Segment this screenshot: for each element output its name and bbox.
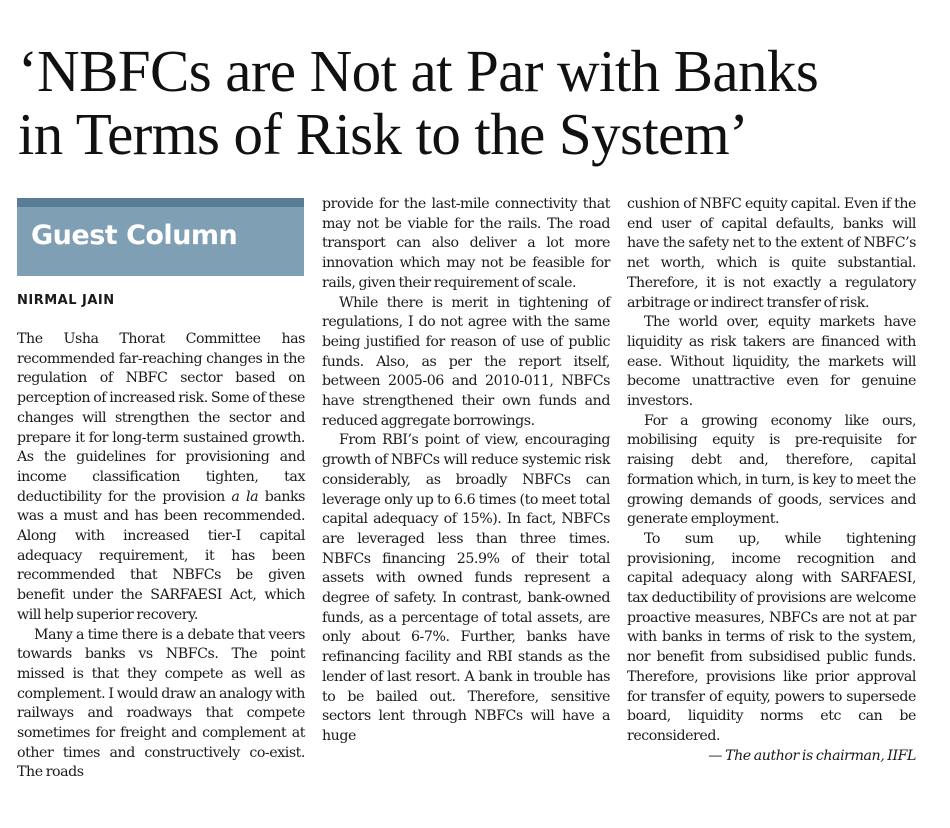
col1-p1-text-b: banks was a must and has been recommended. Along with increased tier-I capital adequacy requirement, it has been recommended that NBFCs be given benefit under the SARFAESI Act, which will help superior recovery. xyxy=(17,488,306,623)
headline xyxy=(18,40,938,166)
col3-paragraph-2: The world over, equity markets have liquidity as risk takers are financed with ease. Without liquidity, the markets will become unattractive even for genuine investors. xyxy=(627,314,916,410)
guest-column-banner xyxy=(17,198,304,276)
col2-paragraph-1: provide for the last-mile connectivity that may not be viable for the rails. The road transport can also deliver a lot more innovation which may not be feasible for rails, given their requirement of scale. xyxy=(322,196,610,291)
col3-paragraph-4: To sum up, while tightening provisioning, income recognition and capital adequacy along with SARFAESI, tax deductibility of provisions are welcome proactive measures, NBFCs are not at par with banks in terms of risk to the system, nor benefit from subsidised public funds. Therefore, provisions like prior approval for transfer of equity, powers to supersede board, liquidity norms etc can be reconsidered. xyxy=(627,530,916,744)
col1-p1-text-a: The Usha Thorat Committee has recommended far-reaching changes in the regulation of NBFC sector based on perception of increased risk. Some of these changes will strengthen the sector and prepare it for long-term sustained growth. As the guidelines for provisioning and income classification tighten, tax deductibility for the provision xyxy=(17,331,305,505)
article-column-1 xyxy=(17,330,305,783)
col2-paragraph-3: From RBI’s point of view, encouraging growth of NBFCs will reduce systemic risk considerably, as broadly NBFCs can leverage only up to 6.6 times (to meet total capital adequacy of 15%). In fact, NBFCs are leveraged less than three times. NBFCs financing 25.9% of their total assets with owned funds represent a degree of safety. In contrast, bank-owned funds, as a percentage of total assets, are only about 6-7%. Further, banks have refinancing facility and RBI stands as the lender of last resort. A bank in trouble has to be bailed out. Therefore, sensitive sectors lent through NBFCs will have a huge xyxy=(322,432,610,744)
article-column-3 xyxy=(627,195,916,766)
headline-line-2: in Terms of Risk to the System’ xyxy=(18,101,749,167)
article-column-2 xyxy=(322,195,610,747)
col3-paragraph-1: cushion of NBFC equity capital. Even if the end user of capital defaults, banks will have the safety net to the extent of NBFC’s net worth, which is quite substantial. Therefore, it is not exactly a regulatory arbitrage or indirect transfer of risk. xyxy=(627,196,916,311)
author-byline: NIRMAL JAIN xyxy=(17,293,115,308)
col3-paragraph-3: For a growing economy like ours, mobilising equity is pre-requisite for raising debt and, therefore, capital formation which, in turn, is key to meet the growing demands of goods, services and generate employment. xyxy=(627,412,916,528)
banner-label: Guest Column xyxy=(31,220,238,251)
col1-paragraph-2: Many a time there is a debate that veers towards banks vs NBFCs. The point missed is that they compete as well as complement. I would draw an analogy with railways and roadways that compete sometimes for freight and complement at other times and constructively co-exist. The roads xyxy=(17,626,305,781)
author-credit: — The author is chairman, IIFL xyxy=(708,747,916,764)
col2-paragraph-2: While there is merit in tightening of regulations, I do not agree with the same being justified for reason of use of public funds. Also, as per the report itself, between 2005-06 and 2010-011, NBFCs have strengthened their own funds and reduced aggregate borrowings. xyxy=(322,294,610,429)
col1-paragraph-1 xyxy=(17,330,305,626)
headline-line-1: ‘NBFCs are Not at Par with Banks xyxy=(18,38,819,104)
banner-top-strip xyxy=(17,198,304,207)
col1-p1-italic: a la xyxy=(231,488,259,505)
